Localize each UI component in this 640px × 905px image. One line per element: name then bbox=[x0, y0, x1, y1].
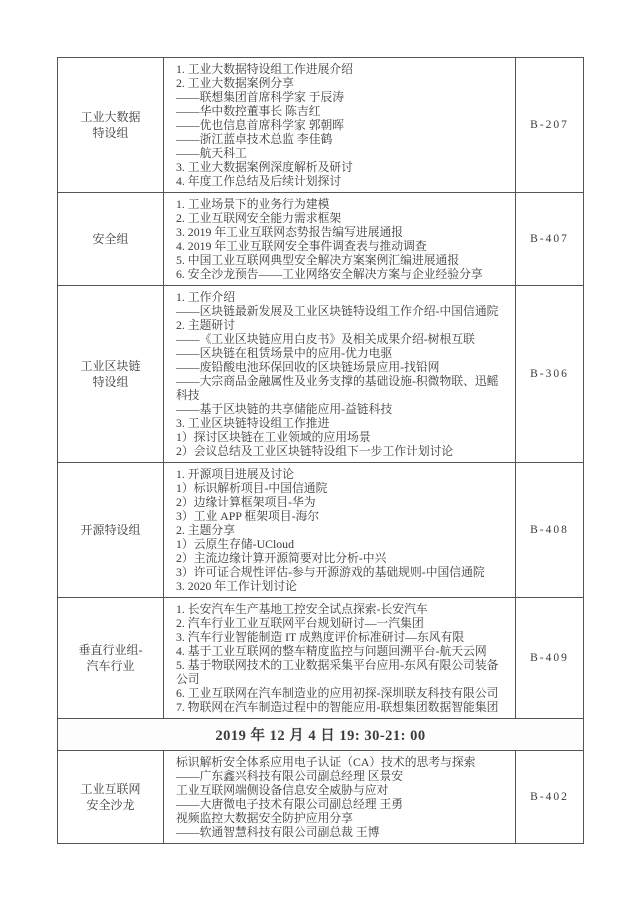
agenda-item: 2）会议总结及工业区块链特设组下一步工作计划讨论 bbox=[176, 444, 454, 458]
agenda-item: ——广东鑫兴科技有限公司副总经理 区景安 bbox=[176, 769, 404, 783]
room-number-cell: B-402 bbox=[516, 751, 584, 844]
agenda-item: ——软通智慧科技有限公司副总裁 王博 bbox=[176, 825, 380, 839]
agenda-item: ——基于区块链的共享储能应用-益链科技 bbox=[176, 402, 393, 416]
group-name-line: 汽车行业 bbox=[86, 659, 135, 673]
agenda-item: ——区块链最新发展及工业区块链特设组工作介绍-中国信通院 bbox=[176, 304, 499, 318]
agenda-item: 1. 长安汽车生产基地工控安全试点探索-长安汽车 bbox=[176, 602, 428, 616]
agenda-item: ——区块链在租赁场景中的应用-优力电驱 bbox=[176, 346, 393, 360]
group-name-cell bbox=[58, 58, 164, 193]
agenda-item: 2. 主题分享 bbox=[176, 523, 235, 537]
agenda-item: 3. 2020 年工作计划讨论 bbox=[176, 579, 297, 593]
agenda-item: 6. 工业互联网在汽车制造业的应用初探-深圳联友科技有限公司 bbox=[176, 686, 499, 700]
group-name-line: 工业大数据 bbox=[80, 110, 141, 124]
session-row bbox=[58, 58, 584, 193]
agenda-item: 4. 基于工业互联网的整车精度监控与问题回溯平台-航天云网 bbox=[176, 644, 487, 658]
group-name-cell bbox=[58, 463, 164, 598]
room-number-cell: B-407 bbox=[516, 193, 584, 286]
session-row bbox=[58, 598, 584, 719]
date-header-row bbox=[58, 719, 584, 751]
group-name-cell bbox=[58, 598, 164, 719]
agenda-item: ——华中数控董事长 陈吉红 bbox=[176, 104, 321, 118]
agenda-item: 3. 工业区块链特设组工作推进 bbox=[176, 416, 330, 430]
agenda-item: ——大宗商品金融属性及业务支撑的基础设施-积微物联、迅鳐科技 bbox=[176, 374, 499, 402]
group-name-cell bbox=[58, 193, 164, 286]
agenda-item: 2. 汽车行业工业互联网平台规划研讨—一汽集团 bbox=[176, 616, 424, 630]
agenda-item: 标识解析安全体系应用电子认证（CA）技术的思考与探索 bbox=[176, 755, 476, 769]
group-name-line: 垂直行业组- bbox=[78, 643, 143, 657]
agenda-item: 4. 2019 年工业互联网安全事件调查表与推动调查 bbox=[176, 239, 427, 253]
agenda-item: ——联想集团首席科学家 于辰涛 bbox=[176, 90, 345, 104]
group-name-cell bbox=[58, 286, 164, 463]
agenda-item: 3）工业 APP 框架项目-海尔 bbox=[176, 509, 320, 523]
agenda-item: ——航天科工 bbox=[176, 146, 247, 160]
agenda-content-cell bbox=[164, 751, 516, 844]
agenda-item: 1. 工业场景下的业务行为建模 bbox=[176, 197, 330, 211]
agenda-item: 1）标识解析项目-中国信通院 bbox=[176, 481, 328, 495]
group-name-line: 开源特设组 bbox=[80, 523, 141, 537]
agenda-content-cell bbox=[164, 286, 516, 463]
agenda-item: 3. 2019 年工业互联网态势报告编写进展通报 bbox=[176, 225, 404, 239]
agenda-item: 1. 开源项目进展及讨论 bbox=[176, 467, 294, 481]
group-name-line: 工业互联网 bbox=[80, 782, 141, 796]
agenda-item: 1. 工业大数据特设组工作进展介绍 bbox=[176, 62, 353, 76]
agenda-item: 1）探讨区块链在工业领域的应用场景 bbox=[176, 430, 371, 444]
session-row bbox=[58, 751, 584, 844]
agenda-item: ——《工业区块链应用白皮书》及相关成果介绍-树根互联 bbox=[176, 332, 475, 346]
agenda-item: 2. 工业大数据案例分享 bbox=[176, 76, 294, 90]
agenda-content-cell bbox=[164, 463, 516, 598]
agenda-item: ——大唐微电子技术有限公司副总经理 王勇 bbox=[176, 797, 404, 811]
agenda-item: 2）主流边缘计算开源简要对比分析-中兴 bbox=[176, 551, 387, 565]
session-row bbox=[58, 286, 584, 463]
group-name-line: 特设组 bbox=[92, 126, 129, 140]
group-name-line: 工业区块链 bbox=[80, 359, 141, 373]
agenda-content-cell bbox=[164, 58, 516, 193]
agenda-item: ——优也信息首席科学家 郭朝晖 bbox=[176, 118, 345, 132]
room-number-cell: B-408 bbox=[516, 463, 584, 598]
agenda-table-body bbox=[58, 58, 584, 844]
group-name-line: 特设组 bbox=[92, 375, 129, 389]
group-name-line: 安全组 bbox=[92, 232, 129, 246]
session-row bbox=[58, 463, 584, 598]
agenda-item: 5. 基于物联网技术的工业数据采集平台应用-东风有限公司装备公司 bbox=[176, 658, 499, 686]
agenda-item: 4. 年度工作总结及后续计划探讨 bbox=[176, 174, 342, 188]
room-number-cell: B-409 bbox=[516, 598, 584, 719]
agenda-item: 3. 工业大数据案例深度解析及研讨 bbox=[176, 160, 353, 174]
agenda-item: 3）许可证合规性评估-参与开源游戏的基础规则-中国信通院 bbox=[176, 565, 485, 579]
agenda-item: ——浙江蓝卓技术总监 李佳鹤 bbox=[176, 132, 333, 146]
room-number-cell: B-207 bbox=[516, 58, 584, 193]
room-number-cell: B-306 bbox=[516, 286, 584, 463]
agenda-item: 3. 汽车行业智能制造 IT 成熟度评价标准研讨—东风有限 bbox=[176, 630, 465, 644]
date-header-label: 2019 年 12 月 4 日 19: 30-21: 00 bbox=[58, 719, 584, 751]
agenda-item: 6. 安全沙龙预告——工业网络安全解决方案与企业经验分享 bbox=[176, 267, 483, 281]
agenda-item: 1）云原生存储-UCloud bbox=[176, 537, 294, 551]
agenda-item: 2）边缘计算框架项目-华为 bbox=[176, 495, 316, 509]
agenda-item: 5. 中国工业互联网典型安全解决方案案例汇编进展通报 bbox=[176, 253, 460, 267]
agenda-item: 视频监控大数据安全防护应用分享 bbox=[176, 811, 353, 825]
agenda-item: 7. 物联网在汽车制造过程中的智能应用-联想集团数据智能集团 bbox=[176, 700, 499, 714]
agenda-content-cell bbox=[164, 193, 516, 286]
agenda-item: ——废铅酸电池环保回收的区块链场景应用-找铅网 bbox=[176, 360, 440, 374]
agenda-item: 2. 主题研讨 bbox=[176, 318, 235, 332]
agenda-table bbox=[57, 57, 584, 844]
agenda-item: 2. 工业互联网安全能力需求框架 bbox=[176, 211, 342, 225]
agenda-item: 1. 工作介绍 bbox=[176, 290, 235, 304]
agenda-content-cell bbox=[164, 598, 516, 719]
group-name-cell bbox=[58, 751, 164, 844]
session-row bbox=[58, 193, 584, 286]
agenda-item: 工业互联网端侧设备信息安全威胁与应对 bbox=[176, 783, 389, 797]
group-name-line: 安全沙龙 bbox=[86, 798, 135, 812]
